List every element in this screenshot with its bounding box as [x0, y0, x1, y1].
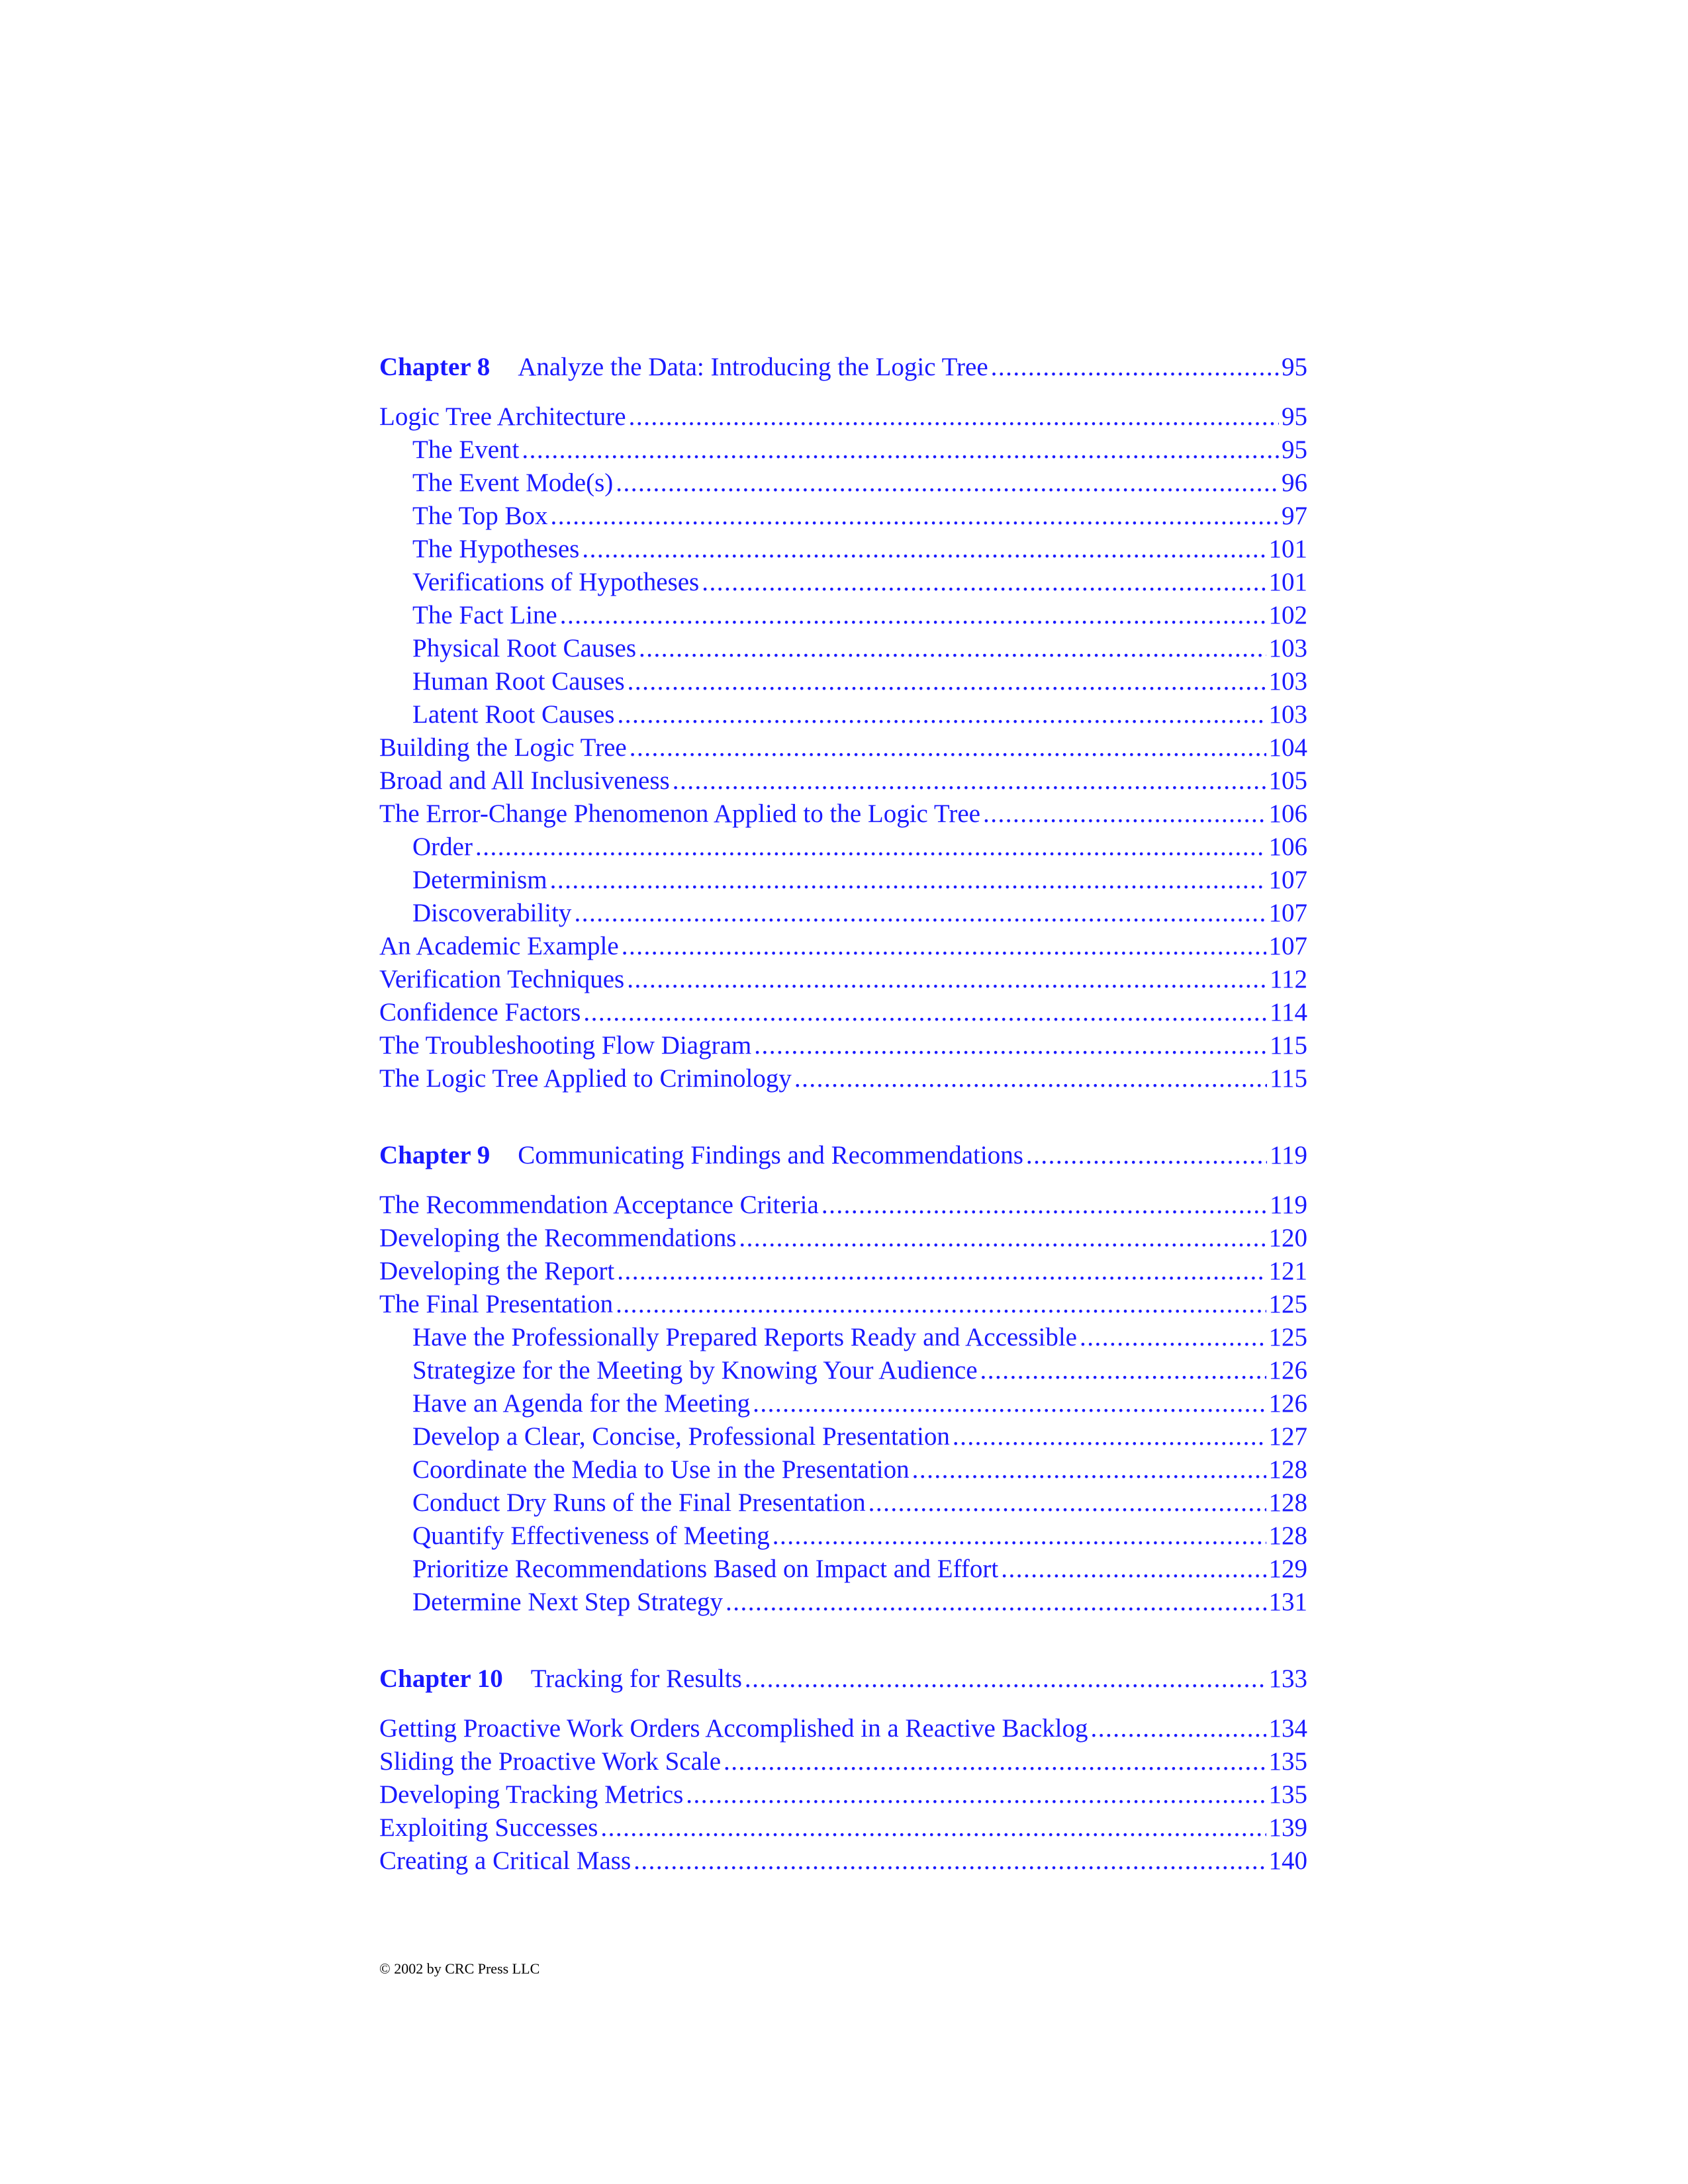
page-number: 121 — [1268, 1257, 1307, 1285]
chapter-label: Chapter 10 — [379, 1664, 503, 1693]
entry-title: Order — [412, 833, 473, 861]
entry-title: Developing the Recommendations — [379, 1224, 737, 1252]
toc-entry[interactable] — [379, 1255, 1307, 1288]
page-number: 115 — [1269, 1064, 1307, 1093]
chapter-heading[interactable] — [379, 1139, 1307, 1172]
entry-title: The Hypotheses — [412, 535, 580, 563]
entry-title: Broad and All Inclusiveness — [379, 766, 670, 795]
dot-leader — [754, 1029, 1267, 1062]
dot-leader — [1001, 1553, 1266, 1586]
chapter-title: Communicating Findings and Recommendations — [518, 1141, 1023, 1169]
entry-title: The Final Presentation — [379, 1290, 614, 1318]
page-number: 128 — [1268, 1522, 1307, 1550]
chapter-heading[interactable] — [379, 1662, 1307, 1696]
toc-subentry[interactable] — [379, 864, 1307, 897]
toc-entry[interactable] — [379, 731, 1307, 764]
page-number: 101 — [1268, 568, 1307, 596]
page-number: 103 — [1268, 634, 1307, 662]
toc-entry[interactable] — [379, 1189, 1307, 1222]
entry-title: Verifications of Hypotheses — [412, 568, 700, 596]
dot-leader — [600, 1811, 1266, 1844]
toc-subentry[interactable] — [379, 665, 1307, 698]
dot-leader — [1080, 1321, 1266, 1354]
copyright-footer: © 2002 by CRC Press LLC — [379, 1960, 540, 1977]
entry-title: Prioritize Recommendations Based on Impact and Effort — [412, 1555, 999, 1583]
toc-entry[interactable] — [379, 400, 1307, 433]
page-number: 133 — [1268, 1664, 1307, 1693]
page-number: 140 — [1268, 1846, 1307, 1875]
page-number: 106 — [1268, 799, 1307, 828]
dot-leader — [686, 1778, 1266, 1811]
toc-entry[interactable] — [379, 1062, 1307, 1095]
entry-title: Latent Root Causes — [412, 700, 615, 729]
dot-leader — [753, 1387, 1266, 1420]
page-number: 114 — [1269, 998, 1307, 1026]
entry-title: Developing Tracking Metrics — [379, 1780, 684, 1809]
entry-title: Verification Techniques — [379, 965, 625, 993]
chapter-entries — [379, 1189, 1307, 1619]
chapter-entries — [379, 400, 1307, 1095]
page-number: 127 — [1268, 1422, 1307, 1451]
toc-subentry[interactable] — [379, 566, 1307, 599]
dot-leader — [912, 1453, 1266, 1486]
entry-title: Logic Tree Architecture — [379, 402, 626, 431]
toc-entry[interactable] — [379, 996, 1307, 1029]
dot-leader — [582, 533, 1266, 566]
entry-title: Human Root Causes — [412, 667, 625, 696]
entry-title: Confidence Factors — [379, 998, 581, 1026]
toc-subentry[interactable] — [379, 1420, 1307, 1453]
page-number: 104 — [1268, 733, 1307, 762]
page-number: 105 — [1268, 766, 1307, 795]
dot-leader — [991, 351, 1279, 384]
dot-leader — [574, 897, 1266, 930]
toc-subentry[interactable] — [379, 500, 1307, 533]
entry-title: Building the Logic Tree — [379, 733, 627, 762]
chapter-heading[interactable] — [379, 351, 1307, 384]
page-number: 112 — [1269, 965, 1307, 993]
dot-leader — [1026, 1139, 1267, 1172]
dot-leader — [980, 1354, 1266, 1387]
entry-title: The Fact Line — [412, 601, 557, 629]
dot-leader — [868, 1486, 1266, 1520]
toc-entry[interactable] — [379, 797, 1307, 831]
dot-leader — [724, 1745, 1266, 1778]
page-number: 95 — [1282, 402, 1307, 431]
chapter-title: Analyze the Data: Introducing the Logic Tree — [518, 353, 988, 381]
entry-title: Have an Agenda for the Meeting — [412, 1389, 751, 1418]
toc-entry[interactable] — [379, 1288, 1307, 1321]
page-number: 102 — [1268, 601, 1307, 629]
entry-title: The Troubleshooting Flow Diagram — [379, 1031, 752, 1060]
dot-leader — [551, 500, 1279, 533]
page-number: 126 — [1268, 1389, 1307, 1418]
dot-leader — [560, 599, 1266, 632]
dot-leader — [583, 996, 1267, 1029]
dot-leader — [522, 433, 1279, 467]
chapter-entries — [379, 1712, 1307, 1878]
toc-entry[interactable] — [379, 930, 1307, 963]
chapter-label: Chapter 8 — [379, 353, 491, 381]
page-number: 128 — [1268, 1455, 1307, 1484]
chapter-label: Chapter 9 — [379, 1141, 491, 1169]
toc-subentry[interactable] — [379, 1553, 1307, 1586]
entry-title: Creating a Critical Mass — [379, 1846, 632, 1875]
dot-leader — [726, 1586, 1266, 1619]
entry-title: Developing the Report — [379, 1257, 615, 1285]
toc-entry[interactable] — [379, 1844, 1307, 1878]
toc-subentry[interactable] — [379, 698, 1307, 731]
page-number: 95 — [1282, 353, 1307, 381]
page-number: 135 — [1268, 1780, 1307, 1809]
dot-leader — [739, 1222, 1266, 1255]
page-number: 107 — [1268, 932, 1307, 960]
toc-subentry[interactable] — [379, 433, 1307, 467]
page-number: 103 — [1268, 700, 1307, 729]
entry-title: Determinism — [412, 866, 547, 894]
table-of-contents — [379, 351, 1307, 1878]
dot-leader — [629, 400, 1279, 433]
page-number: 139 — [1268, 1813, 1307, 1842]
toc-subentry[interactable] — [379, 1486, 1307, 1520]
dot-leader — [616, 1288, 1266, 1321]
dot-leader — [627, 963, 1267, 996]
toc-subentry[interactable] — [379, 1520, 1307, 1553]
dot-leader — [475, 831, 1266, 864]
toc-entry[interactable] — [379, 1029, 1307, 1062]
page-number: 106 — [1268, 833, 1307, 861]
dot-leader — [794, 1062, 1267, 1095]
dot-leader — [1091, 1712, 1266, 1745]
toc-subentry[interactable] — [379, 1453, 1307, 1486]
chapter-title: Tracking for Results — [530, 1664, 742, 1693]
toc-subentry[interactable] — [379, 1354, 1307, 1387]
entry-title: Physical Root Causes — [412, 634, 636, 662]
page-number: 119 — [1269, 1191, 1307, 1219]
dot-leader — [953, 1420, 1266, 1453]
page-number: 97 — [1282, 502, 1307, 530]
dot-leader — [630, 731, 1266, 764]
dot-leader — [673, 764, 1266, 797]
entry-title: An Academic Example — [379, 932, 619, 960]
dot-leader — [745, 1662, 1266, 1696]
entry-title: Develop a Clear, Concise, Professional Presentation — [412, 1422, 950, 1451]
dot-leader — [821, 1189, 1267, 1222]
entry-title: Coordinate the Media to Use in the Presentation — [412, 1455, 910, 1484]
toc-entry[interactable] — [379, 1778, 1307, 1811]
dot-leader — [616, 467, 1279, 500]
entry-title: Sliding the Proactive Work Scale — [379, 1747, 722, 1776]
page-number: 131 — [1268, 1588, 1307, 1616]
dot-leader — [639, 632, 1266, 665]
entry-title: Strategize for the Meeting by Knowing Your Audience — [412, 1356, 978, 1385]
dot-leader — [702, 566, 1266, 599]
toc-subentry[interactable] — [379, 897, 1307, 930]
dot-leader — [550, 864, 1266, 897]
page-number: 128 — [1268, 1488, 1307, 1517]
toc-entry[interactable] — [379, 1745, 1307, 1778]
page-number: 115 — [1269, 1031, 1307, 1060]
toc-subentry[interactable] — [379, 1586, 1307, 1619]
page-number: 135 — [1268, 1747, 1307, 1776]
page-number: 125 — [1268, 1290, 1307, 1318]
toc-subentry[interactable] — [379, 1321, 1307, 1354]
entry-title: The Error-Change Phenomenon Applied to the Logic Tree — [379, 799, 980, 828]
page-number: 129 — [1268, 1555, 1307, 1583]
toc-subentry[interactable] — [379, 1387, 1307, 1420]
toc-entry[interactable] — [379, 1222, 1307, 1255]
page-number: 107 — [1268, 899, 1307, 927]
dot-leader — [773, 1520, 1266, 1553]
entry-title: Quantify Effectiveness of Meeting — [412, 1522, 770, 1550]
entry-title: Discoverability — [412, 899, 572, 927]
entry-title: The Event Mode(s) — [412, 469, 614, 497]
toc-subentry[interactable] — [379, 533, 1307, 566]
page-number: 101 — [1268, 535, 1307, 563]
entry-title: Exploiting Successes — [379, 1813, 598, 1842]
entry-title: The Event — [412, 435, 520, 464]
dot-leader — [617, 698, 1266, 731]
entry-title: Conduct Dry Runs of the Final Presentation — [412, 1488, 866, 1517]
toc-entry[interactable] — [379, 963, 1307, 996]
toc-entry[interactable] — [379, 1811, 1307, 1844]
toc-entry[interactable] — [379, 1712, 1307, 1745]
page-number: 96 — [1282, 469, 1307, 497]
page-number: 120 — [1268, 1224, 1307, 1252]
entry-title: The Logic Tree Applied to Criminology — [379, 1064, 792, 1093]
toc-entry[interactable] — [379, 764, 1307, 797]
entry-title: The Top Box — [412, 502, 548, 530]
page-number: 95 — [1282, 435, 1307, 464]
dot-leader — [633, 1844, 1266, 1878]
entry-title: Getting Proactive Work Orders Accomplished in a Reactive Backlog — [379, 1714, 1088, 1743]
entry-title: Determine Next Step Strategy — [412, 1588, 723, 1616]
page-number: 119 — [1269, 1141, 1307, 1169]
toc-subentry[interactable] — [379, 599, 1307, 632]
dot-leader — [628, 665, 1266, 698]
page-number: 125 — [1268, 1323, 1307, 1351]
dot-leader — [622, 930, 1266, 963]
dot-leader — [617, 1255, 1266, 1288]
page-number: 134 — [1268, 1714, 1307, 1743]
toc-subentry[interactable] — [379, 467, 1307, 500]
toc-subentry[interactable] — [379, 632, 1307, 665]
page-number: 126 — [1268, 1356, 1307, 1385]
page-number: 103 — [1268, 667, 1307, 696]
toc-subentry[interactable] — [379, 831, 1307, 864]
entry-title: Have the Professionally Prepared Reports Ready and Accessible — [412, 1323, 1077, 1351]
page-number: 107 — [1268, 866, 1307, 894]
entry-title: The Recommendation Acceptance Criteria — [379, 1191, 819, 1219]
dot-leader — [983, 797, 1266, 831]
